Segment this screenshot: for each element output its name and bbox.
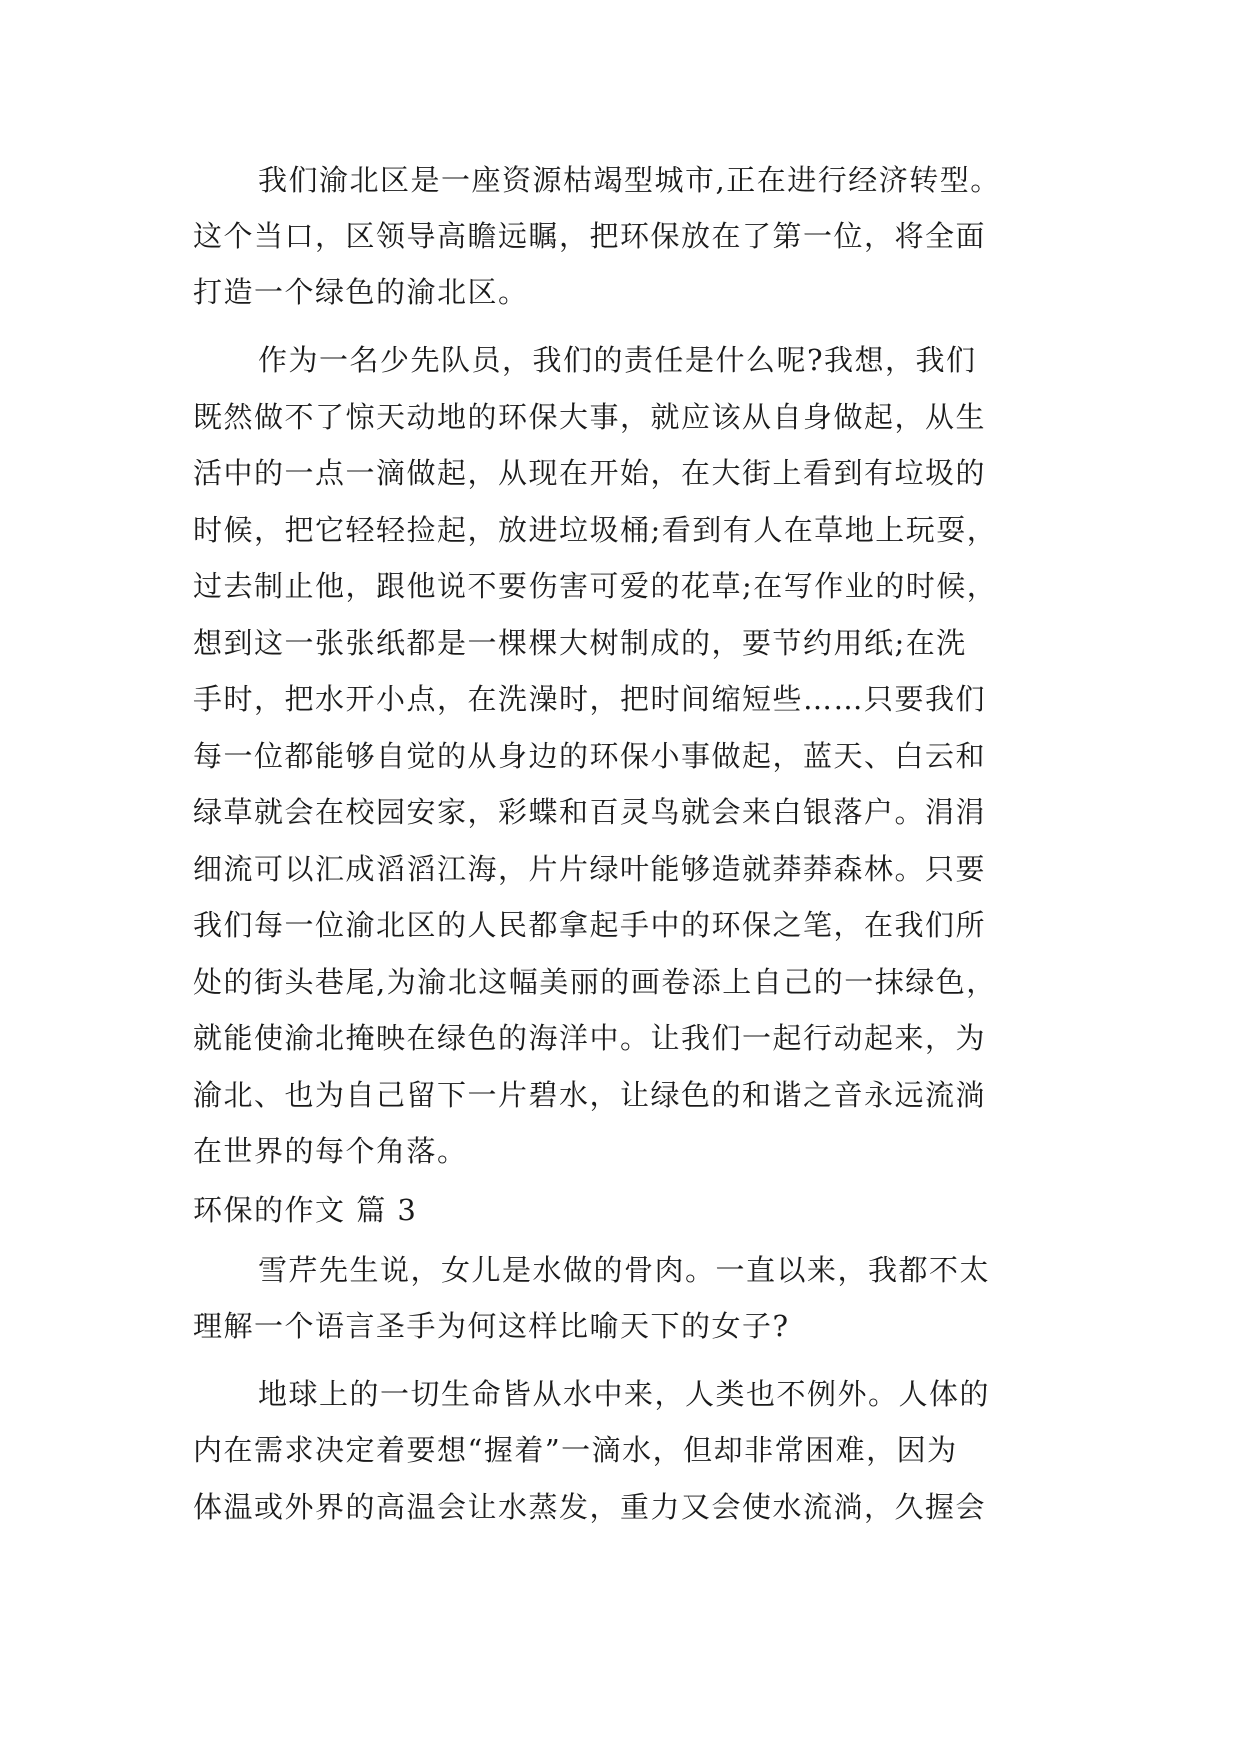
text-line: 我们每一位渝北区的人民都拿起手中的环保之笔，在我们所	[193, 908, 987, 942]
text-line: 每一位都能够自觉的从身边的环保小事做起，蓝天、白云和	[193, 739, 987, 773]
text-line: 地球上的一切生命皆从水中来，人类也不例外。人体的	[258, 1377, 991, 1411]
text-line: 时候，把它轻轻捡起，放进垃圾桶;看到有人在草地上玩耍，	[193, 513, 998, 547]
text-line: 渝北、也为自己留下一片碧水，让绿色的和谐之音永远流淌	[193, 1078, 987, 1112]
text-line: 想到这一张张纸都是一棵棵大树制成的，要节约用纸;在洗	[193, 626, 967, 660]
text-line: 细流可以汇成滔滔江海，片片绿叶能够造就莽莽森林。只要	[193, 852, 987, 886]
text-line: 雪芹先生说，女儿是水做的骨肉。一直以来，我都不太	[258, 1253, 991, 1287]
text-line: 手时，把水开小点，在洗澡时，把时间缩短些……只要我们	[193, 682, 987, 716]
text-line: 绿草就会在校园安家，彩蝶和百灵鸟就会来白银落户。涓涓	[193, 795, 987, 829]
text-line: 理解一个语言圣手为何这样比喻天下的女子?	[193, 1309, 790, 1343]
text-line: 打造一个绿色的渝北区。	[193, 275, 529, 309]
section-heading: 环保的作文 篇 3	[193, 1193, 418, 1227]
text-line: 既然做不了惊天动地的环保大事，就应该从自身做起，从生	[193, 400, 987, 434]
text-line: 我们渝北区是一座资源枯竭型城市,正在进行经济转型。	[258, 163, 1001, 197]
text-line: 处的街头巷尾,为渝北这幅美丽的画卷添上自己的一抹绿色，	[193, 965, 997, 999]
text-line: 活中的一点一滴做起，从现在开始，在大街上看到有垃圾的	[193, 456, 987, 490]
text-line: 作为一名少先队员，我们的责任是什么呢?我想，我们	[258, 343, 977, 377]
text-line: 这个当口，区领导高瞻远瞩，把环保放在了第一位，将全面	[193, 219, 987, 253]
text-line: 就能使渝北掩映在绿色的海洋中。让我们一起行动起来，为	[193, 1021, 987, 1055]
text-line: 体温或外界的高温会让水蒸发，重力又会使水流淌，久握会	[193, 1490, 987, 1524]
text-line: 过去制止他，跟他说不要伤害可爱的花草;在写作业的时候，	[193, 569, 998, 603]
text-line: 在世界的每个角落。	[193, 1134, 468, 1168]
text-line: 内在需求决定着要想“握着”一滴水，但却非常困难，因为	[193, 1433, 958, 1467]
